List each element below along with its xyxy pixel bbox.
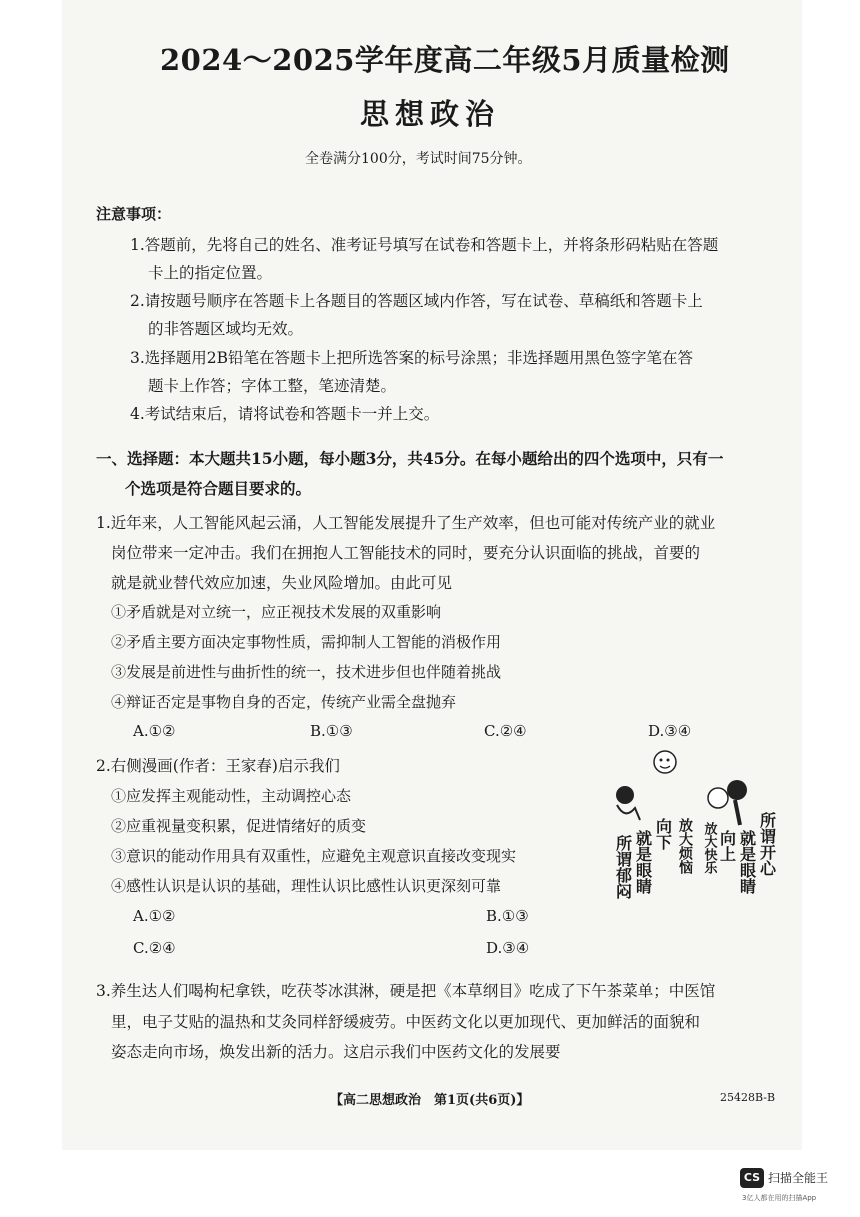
- q1-item: ③发展是前进性与曲折性的统一，技术进步但也伴随着挑战: [111, 663, 502, 681]
- q2-choice-b: B.①③: [486, 907, 529, 925]
- notice-line: 题卡上作答；字体工整，笔迹清楚。: [148, 377, 397, 395]
- cartoon-text: 就是眼睛: [737, 830, 757, 894]
- exam-full-score: 全卷满分100分，考试时间75分钟。: [305, 151, 532, 167]
- notice-line: 1.答题前，先将自己的姓名、准考证号填写在试卷和答题卡上，并将条形码粘贴在答题: [130, 236, 719, 254]
- watermark-name: 扫描全能王: [768, 1171, 829, 1185]
- exam-subject: 思想政治: [360, 97, 501, 131]
- cartoon-text: 向上: [717, 830, 737, 862]
- q3-stem-line: 里，电子艾贴的温热和艾灸同样舒缓疲劳。中医药文化以更加现代、更加鲜活的面貌和: [111, 1013, 701, 1031]
- q2-item: ①应发挥主观能动性，主动调控心态: [111, 787, 352, 805]
- q1-item: ①矛盾就是对立统一，应正视技术发展的双重影响: [111, 603, 442, 621]
- q2-choice-a: A.①②: [133, 907, 176, 925]
- notice-line: 3.选择题用2B铅笔在答题卡上把所选答案的标号涂黑；非选择题用黑色签字笔在答: [130, 349, 694, 367]
- q2-item: ③意识的能动作用具有双重性，应避免主观意识直接改变现实: [111, 847, 517, 865]
- notice-heading: 注意事项：: [96, 205, 172, 223]
- q1-item: ④辩证否定是事物自身的否定，传统产业需全盘抛弃: [111, 693, 457, 711]
- q1-stem-line: 1.近年来，人工智能风起云涌，人工智能发展提升了生产效率，但也可能对传统产业的就业: [96, 514, 716, 532]
- notice-line: 2.请按题号顺序在答题卡上各题目的答题区域内作答，写在试卷、草稿纸和答题卡上: [130, 292, 703, 310]
- cartoon-text: 放大烦恼: [677, 818, 693, 874]
- cartoon-text: 就是眼睛: [633, 830, 653, 894]
- page-footer: 【高二思想政治 第1页(共6页)】: [330, 1093, 530, 1108]
- q1-choice-c: C.②④: [484, 722, 527, 740]
- notice-line: 的非答题区域均无效。: [148, 320, 304, 338]
- q2-choice-c: C.②④: [133, 939, 176, 957]
- section-heading-cont: 个选项是符合题目要求的。: [125, 479, 312, 498]
- q1-stem-line: 就是就业替代效应加速，失业风险增加。由此可见: [111, 574, 453, 592]
- q1-item: ②矛盾主要方面决定事物性质，需抑制人工智能的消极作用: [111, 633, 502, 651]
- q1-choice-a: A.①②: [133, 722, 176, 740]
- cartoon-text: 所谓郁闷: [613, 835, 633, 899]
- watermark-subtitle: 3亿人都在用的扫描App: [742, 1194, 817, 1202]
- cartoon-image: [605, 750, 780, 925]
- cartoon-text: 放大快乐: [701, 822, 717, 874]
- scanner-watermark: [740, 1168, 850, 1208]
- exam-title: 2024～2025学年度高二年级5月质量检测: [160, 43, 730, 77]
- q2-item: ②应重视量变积累，促进情绪好的质变: [111, 817, 367, 835]
- q2-item: ④感性认识是认识的基础，理性认识比感性认识更深刻可靠: [111, 877, 502, 895]
- q3-stem-line: 3.养生达人们喝枸杞拿铁，吃茯苓冰淇淋，硬是把《本草纲目》吃成了下午茶菜单；中医馆: [96, 982, 716, 1000]
- camscanner-logo-icon: CS: [740, 1168, 764, 1188]
- q2-stem: 2.右侧漫画(作者：王家春)启示我们: [96, 757, 340, 775]
- q3-stem-line: 姿态走向市场，焕发出新的活力。这启示我们中医药文化的发展要: [111, 1043, 561, 1061]
- notice-line: 4.考试结束后，请将试卷和答题卡一并上交。: [130, 405, 440, 423]
- cartoon-text: 所谓开心: [757, 812, 777, 876]
- q1-choice-d: D.③④: [648, 722, 692, 740]
- notice-line: 卡上的指定位置。: [148, 264, 273, 282]
- cartoon-text: 向下: [653, 818, 673, 850]
- section-heading: 一、选择题：本大题共15小题，每小题3分，共45分。在每小题给出的四个选项中，只有一: [96, 449, 724, 468]
- q2-choice-d: D.③④: [486, 939, 530, 957]
- paper-code: 25428B-B: [720, 1091, 776, 1104]
- q1-stem-line: 岗位带来一定冲击。我们在拥抱人工智能技术的同时，要充分认识面临的挑战，首要的: [111, 544, 701, 562]
- q1-choice-b: B.①③: [310, 722, 353, 740]
